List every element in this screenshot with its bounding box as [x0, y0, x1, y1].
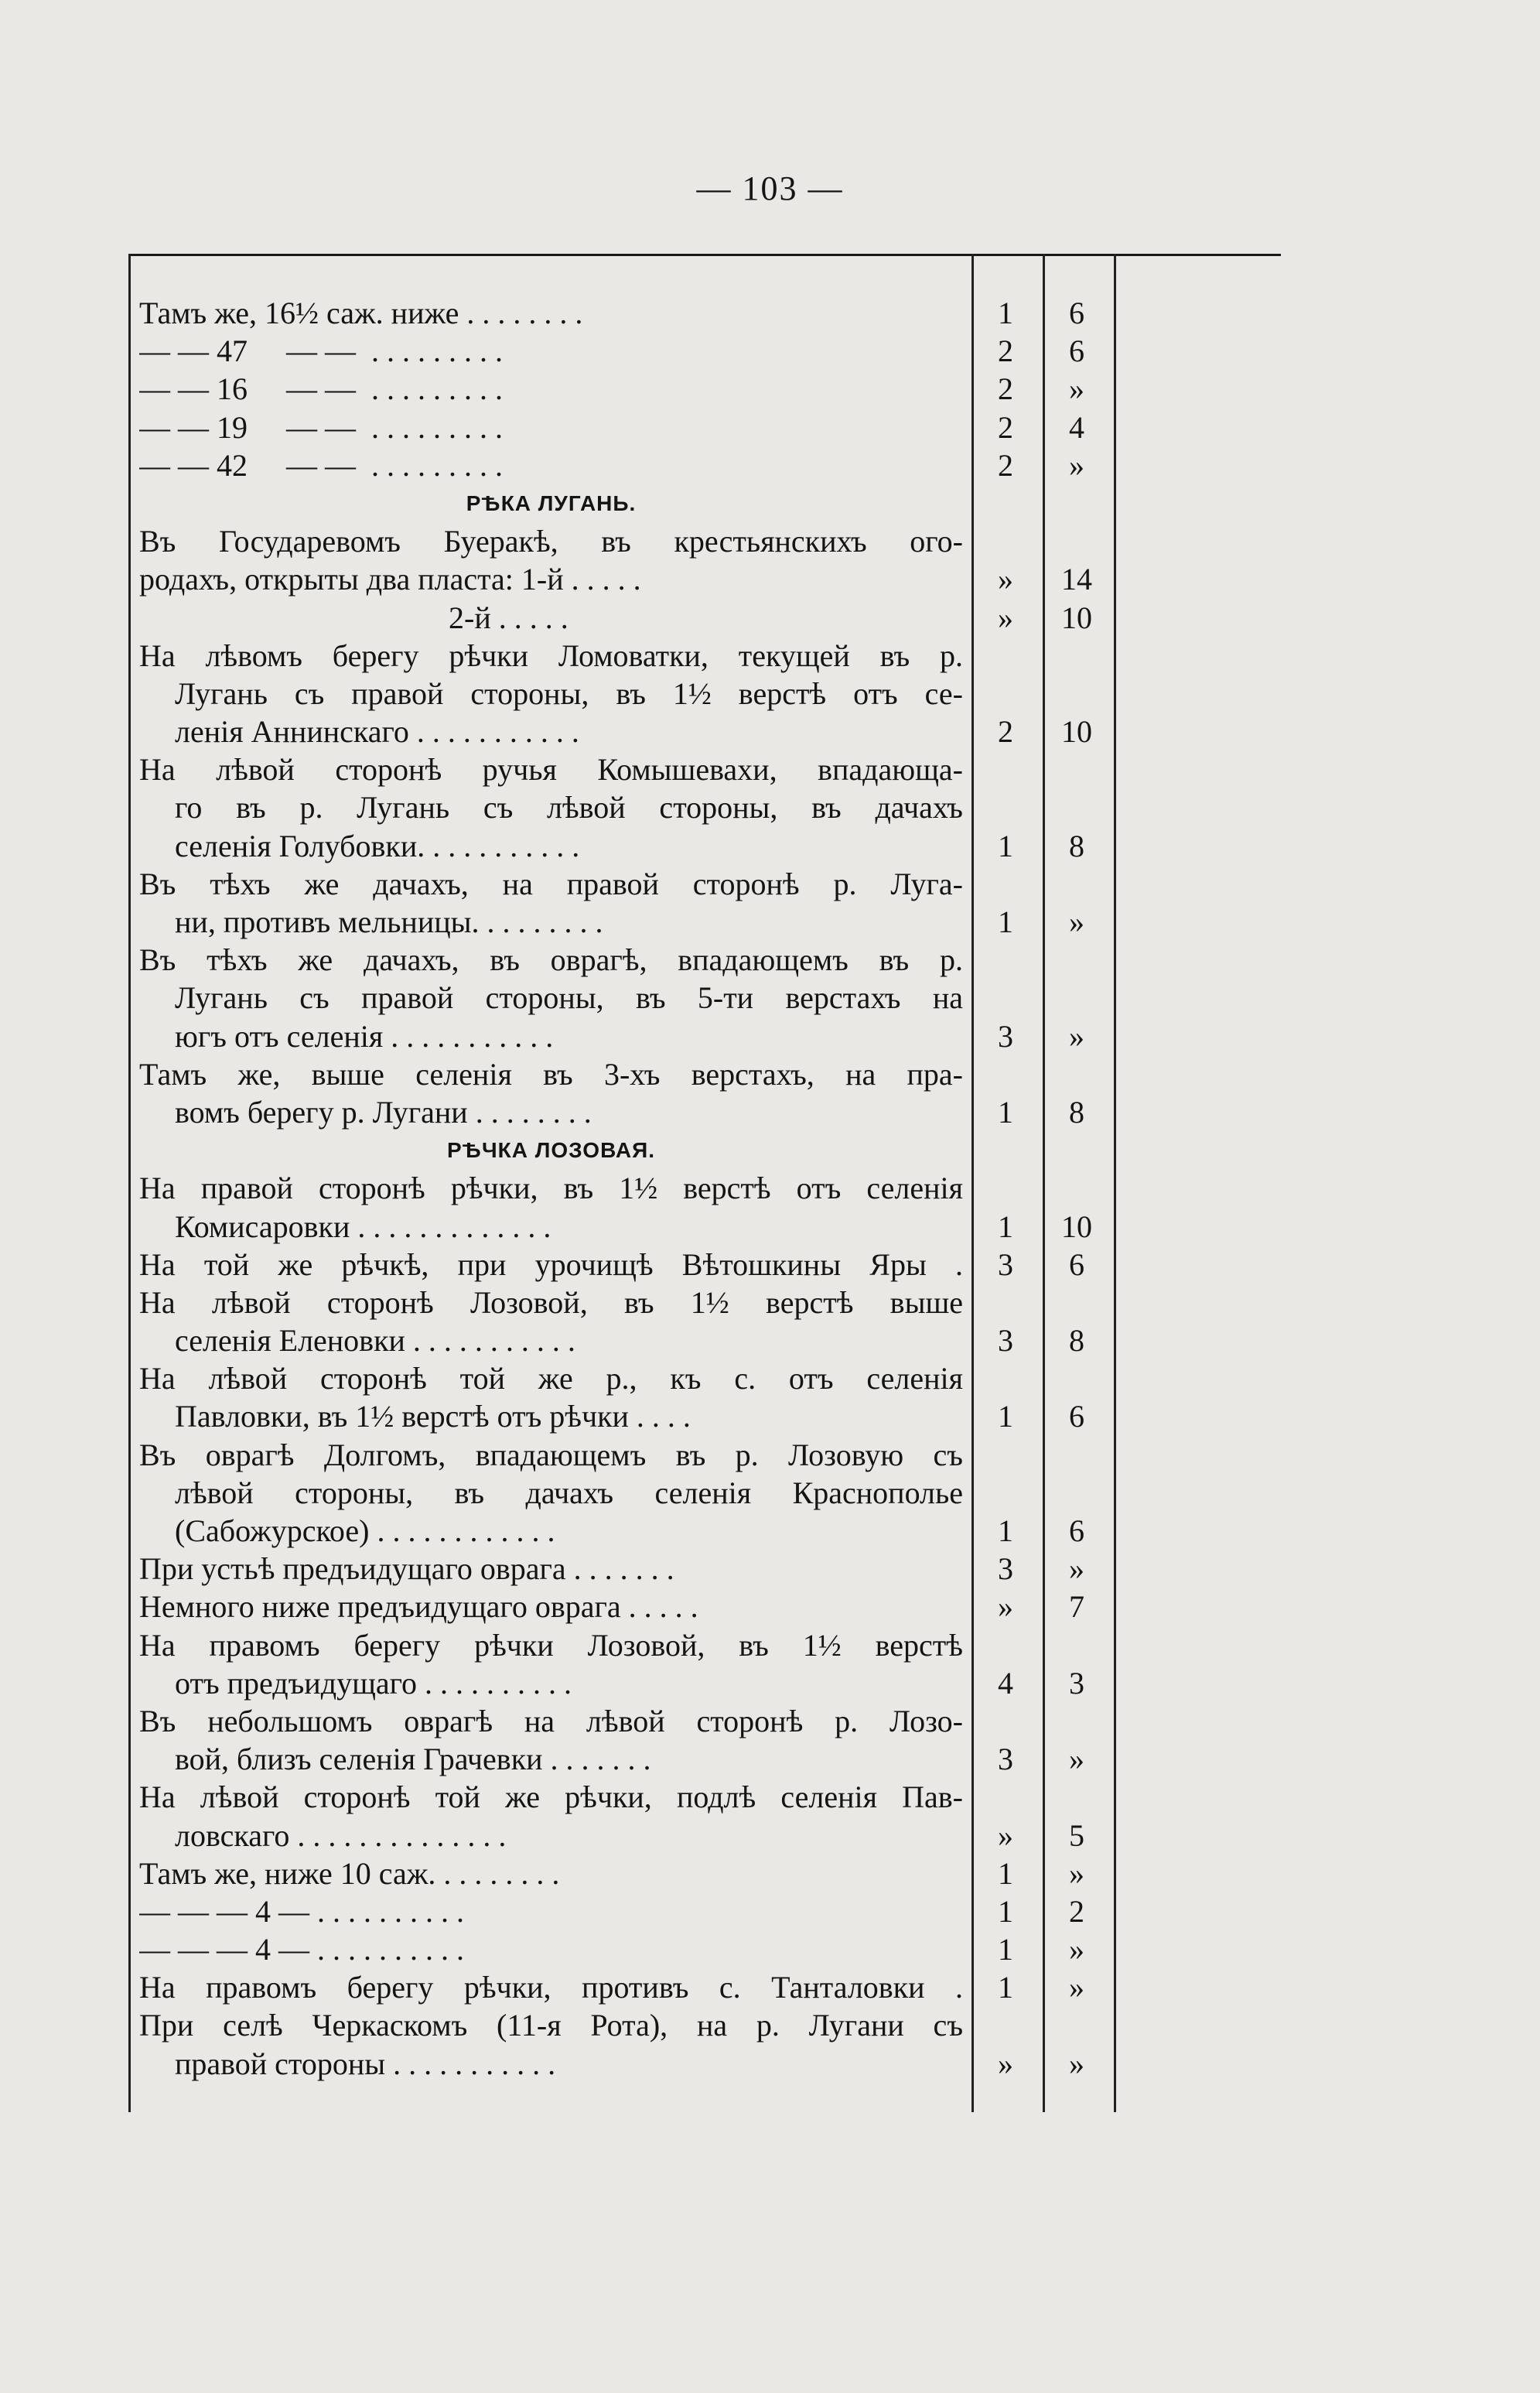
location-description: селенія Еленовки . . . . . . . . . . .	[175, 1323, 575, 1359]
count-cell: 1	[998, 828, 1013, 863]
location-description: Павловки, въ 1½ верстѣ отъ рѣчки . . . .	[175, 1399, 691, 1434]
table-row	[139, 1892, 1281, 1930]
location-description: (Сабожурское) . . . . . . . . . . . .	[175, 1513, 555, 1548]
thickness-cell: »	[1069, 2046, 1084, 2081]
location-description: — — 19 — — . . . . . . . . .	[139, 409, 503, 445]
table-row	[139, 1626, 1281, 1664]
location-description: Лугань съ правой стороны, въ 1½ верстѣ отъ се-	[175, 675, 963, 711]
section-heading: РѢЧКА ЛОЗОВАЯ.	[446, 1138, 656, 1163]
table-rows	[139, 294, 1281, 2083]
location-description: Тамъ же, 16½ саж. ниже . . . . . . . .	[139, 296, 583, 330]
table-row	[139, 1436, 1281, 1474]
thickness-cell: 14	[1061, 562, 1092, 597]
location-description: Въ тѣхъ же дачахъ, въ оврагѣ, впадающемъ въ р.	[139, 942, 963, 978]
location-description: На лѣвой сторонѣ той же рѣчки, подлѣ селенія Пав-	[139, 1779, 963, 1815]
count-cell: 1	[998, 1893, 1013, 1929]
location-description: югъ отъ селенія . . . . . . . . . . .	[175, 1018, 554, 1054]
table-row	[139, 1968, 1281, 2006]
location-description: Тамъ же, выше селенія въ 3-хъ верстахъ, на пра-	[139, 1056, 963, 1092]
count-cell: 2	[998, 333, 1013, 369]
location-description: При селѣ Черкаскомъ (11-я Рота), на р. Лугани съ	[139, 2008, 963, 2043]
thickness-cell: 10	[1061, 714, 1092, 750]
location-description: При устьѣ предъидущаго оврага . . . . . . .	[139, 1551, 674, 1587]
location-description: На лѣвой сторонѣ Лозовой, въ 1½ верстѣ выше	[139, 1284, 963, 1320]
thickness-cell: 6	[1069, 1513, 1084, 1548]
location-description: Немного ниже предъидущаго оврага . . . . .	[139, 1589, 698, 1625]
table-row	[139, 560, 1281, 598]
thickness-cell: 7	[1069, 1589, 1084, 1625]
thickness-cell: »	[1069, 1932, 1084, 1967]
table-row	[139, 1397, 1281, 1435]
table-row	[139, 1359, 1281, 1397]
thickness-cell: 6	[1069, 1246, 1084, 1282]
location-description: Въ небольшомъ оврагѣ на лѣвой сторонѣ р. Лозо-	[139, 1703, 963, 1738]
table-row	[139, 1855, 1281, 1892]
thickness-cell: 6	[1069, 296, 1084, 330]
thickness-cell: »	[1069, 447, 1084, 483]
location-description: го въ р. Лугань съ лѣвой стороны, въ дачахъ	[175, 790, 963, 826]
thickness-cell: »	[1069, 371, 1084, 407]
table-row	[139, 1702, 1281, 1740]
count-cell: 1	[998, 1932, 1013, 1967]
section-heading-row	[139, 484, 1281, 522]
thickness-cell: »	[1069, 1742, 1084, 1777]
table-row	[139, 1664, 1281, 1702]
location-description: — — 16 — — . . . . . . . . .	[139, 371, 503, 407]
thickness-cell: »	[1069, 904, 1084, 939]
table-row	[139, 1778, 1281, 1816]
table-top-rule	[128, 254, 1281, 256]
count-cell: 1	[998, 1970, 1013, 2005]
thickness-cell: »	[1069, 1551, 1084, 1587]
count-cell: 4	[998, 1665, 1013, 1701]
table-row	[139, 979, 1281, 1017]
table-row	[139, 1930, 1281, 1968]
deposits-table	[128, 254, 1281, 2112]
count-cell: 1	[998, 1399, 1013, 1434]
page-number: — 103 —	[696, 169, 844, 207]
thickness-cell: 10	[1061, 1208, 1092, 1244]
table-row	[139, 827, 1281, 865]
location-description: Въ тѣхъ же дачахъ, на правой сторонѣ р. Луга-	[139, 866, 963, 901]
table-row	[139, 522, 1281, 560]
count-cell: »	[998, 2046, 1013, 2081]
thickness-cell: 8	[1069, 828, 1084, 863]
section-heading: РѢКА ЛУГАНЬ.	[466, 491, 637, 515]
thickness-cell: »	[1069, 1855, 1084, 1891]
table-row	[139, 1017, 1281, 1055]
table-row	[139, 1055, 1281, 1093]
location-description: лѣвой стороны, въ дачахъ селенія Краснополье	[175, 1475, 963, 1510]
section-heading-row	[139, 1131, 1281, 1169]
location-description: вомъ берегу р. Лугани . . . . . . . .	[175, 1094, 592, 1130]
table-row	[139, 409, 1281, 446]
location-description: — — — 4 — . . . . . . . . . .	[139, 1932, 464, 1967]
location-description: ловскаго . . . . . . . . . . . . . .	[175, 1817, 507, 1853]
count-cell: 3	[998, 1018, 1013, 1054]
thickness-cell: 8	[1069, 1323, 1084, 1359]
table-row	[139, 2045, 1281, 2083]
location-description: На правомъ берегу рѣчки Лозовой, въ 1½ верстѣ	[139, 1627, 963, 1663]
thickness-cell: 10	[1061, 600, 1092, 635]
count-cell: »	[998, 562, 1013, 597]
count-cell: 2	[998, 447, 1013, 483]
location-description: — — 42 — — . . . . . . . . .	[139, 447, 503, 483]
location-description: Тамъ же, ниже 10 саж. . . . . . . . .	[139, 1855, 560, 1891]
location-description: На лѣвомъ берегу рѣчки Ломоватки, текущей въ р.	[139, 638, 963, 673]
location-description: родахъ, открыты два пласта: 1-й . . . . .	[139, 562, 641, 597]
count-cell: 3	[998, 1323, 1013, 1359]
table-row	[139, 370, 1281, 408]
table-row	[139, 1093, 1281, 1131]
count-cell: 1	[998, 1094, 1013, 1130]
table-row	[139, 2006, 1281, 2044]
table-row	[139, 903, 1281, 941]
location-description: На правой сторонѣ рѣчки, въ 1½ верстѣ отъ селенія	[139, 1171, 963, 1206]
count-cell: 1	[998, 1855, 1013, 1891]
location-description: На лѣвой сторонѣ ручья Комышевахи, впадающа-	[139, 752, 963, 788]
table-row	[139, 294, 1281, 332]
table-row	[139, 1208, 1281, 1246]
table-row	[139, 1284, 1281, 1321]
count-cell: 1	[998, 1208, 1013, 1244]
thickness-cell: 6	[1069, 333, 1084, 369]
count-cell: 1	[998, 904, 1013, 939]
thickness-cell: 2	[1069, 1893, 1084, 1929]
location-description: правой стороны . . . . . . . . . . .	[175, 2046, 556, 2081]
thickness-cell: 5	[1069, 1817, 1084, 1853]
table-row	[139, 1169, 1281, 1207]
thickness-cell: »	[1069, 1970, 1084, 2005]
location-description: Комисаровки . . . . . . . . . . . . .	[175, 1208, 551, 1244]
location-description: отъ предъидущаго . . . . . . . . . .	[175, 1665, 572, 1701]
table-row	[139, 637, 1281, 675]
count-cell: 3	[998, 1742, 1013, 1777]
thickness-cell: 6	[1069, 1399, 1084, 1434]
table-row	[139, 1474, 1281, 1512]
location-description: 2-й . . . . .	[139, 600, 569, 635]
location-description: ни, противъ мельницы. . . . . . . . .	[175, 904, 603, 939]
thickness-cell: 8	[1069, 1094, 1084, 1130]
table-row	[139, 675, 1281, 713]
table-row	[139, 1321, 1281, 1359]
table-row	[139, 599, 1281, 637]
table-row	[139, 750, 1281, 788]
location-description: селенія Голубовки. . . . . . . . . . .	[175, 828, 580, 863]
table-row	[139, 446, 1281, 484]
thickness-cell: 4	[1069, 409, 1084, 445]
table-row	[139, 332, 1281, 370]
table-row	[139, 1512, 1281, 1550]
location-description: Въ Государевомъ Буеракѣ, въ крестьянскихъ ого-	[139, 524, 963, 559]
table-left-rule	[128, 254, 131, 2112]
table-row	[139, 941, 1281, 979]
table-row	[139, 1817, 1281, 1855]
table-row	[139, 865, 1281, 903]
table-row	[139, 1588, 1281, 1626]
count-cell: 1	[998, 296, 1013, 330]
table-row	[139, 713, 1281, 750]
location-description: На той же рѣчкѣ, при урочищѣ Вѣтошкины Яры .	[139, 1246, 963, 1282]
location-description: — — 47 — — . . . . . . . . .	[139, 333, 503, 369]
count-cell: 1	[998, 1513, 1013, 1548]
count-cell: 3	[998, 1551, 1013, 1587]
table-row	[139, 1246, 1281, 1284]
table-row	[139, 788, 1281, 826]
count-cell: 3	[998, 1246, 1013, 1282]
table-row	[139, 1740, 1281, 1778]
count-cell: »	[998, 1589, 1013, 1625]
count-cell: 2	[998, 714, 1013, 750]
location-description: На правомъ берегу рѣчки, противъ с. Танталовки .	[139, 1970, 963, 2005]
location-description: ленія Аннинскаго . . . . . . . . . . .	[175, 714, 579, 750]
thickness-cell: »	[1069, 1018, 1084, 1054]
location-description: Въ оврагѣ Долгомъ, впадающемъ въ р. Лозовую съ	[139, 1437, 963, 1472]
count-cell: »	[998, 600, 1013, 635]
location-description: Лугань съ правой стороны, въ 5-ти верстахъ на	[175, 980, 963, 1016]
count-cell: 2	[998, 409, 1013, 445]
location-description: На лѣвой сторонѣ той же р., къ с. отъ селенія	[139, 1361, 963, 1396]
location-description: — — — 4 — . . . . . . . . . .	[139, 1893, 464, 1929]
count-cell: 2	[998, 371, 1013, 407]
thickness-cell: 3	[1069, 1665, 1084, 1701]
table-row	[139, 1550, 1281, 1588]
count-cell: »	[998, 1817, 1013, 1853]
location-description: вой, близъ селенія Грачевки . . . . . . .	[175, 1742, 651, 1777]
